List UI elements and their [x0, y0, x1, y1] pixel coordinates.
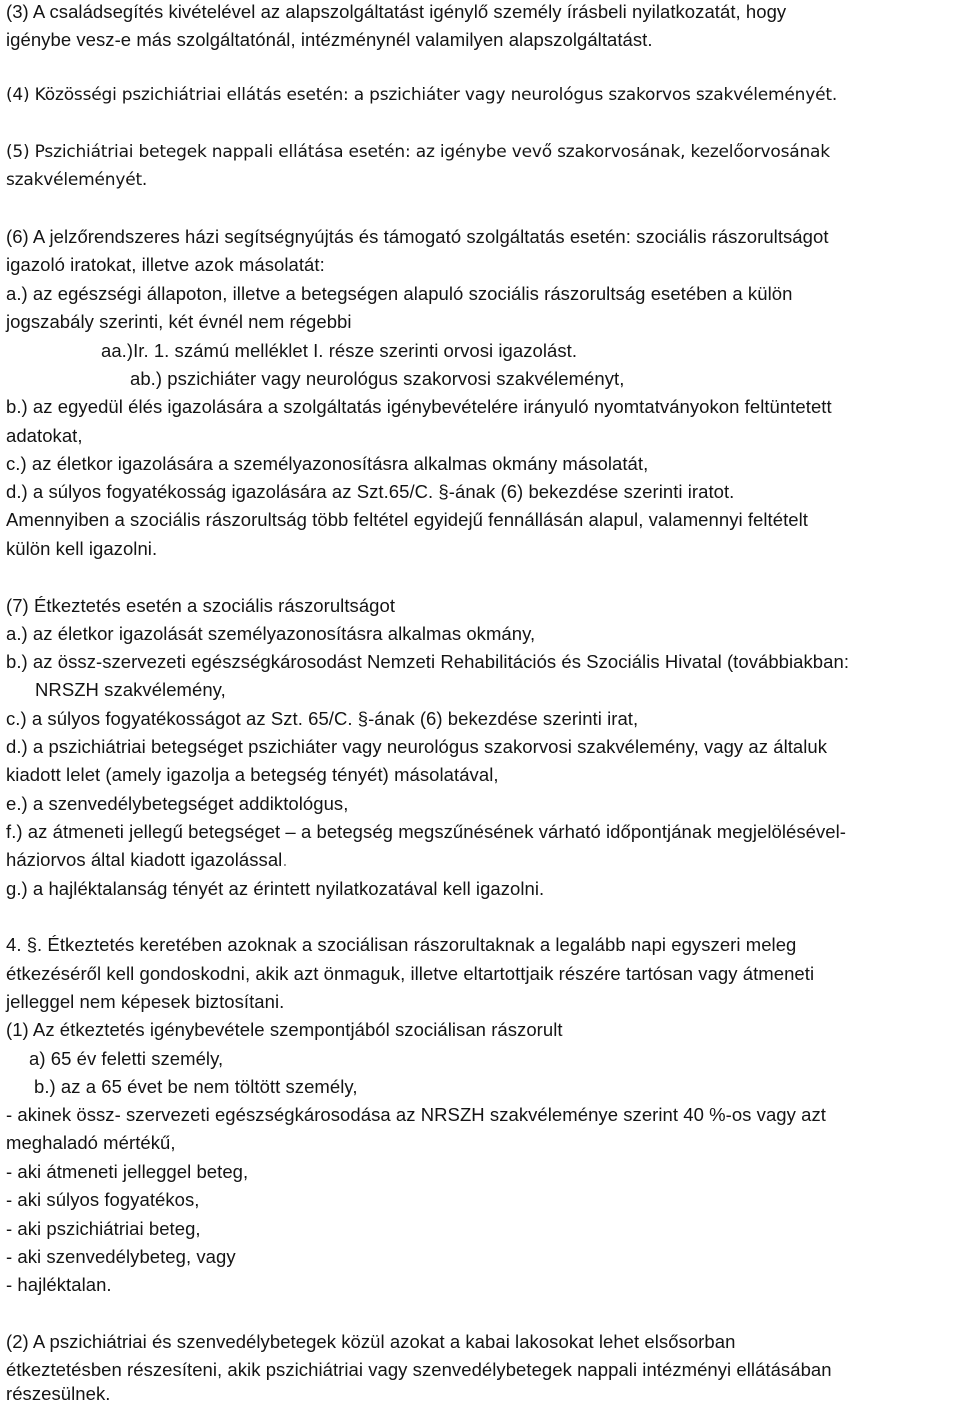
section-6-intro-line-2: igazoló iratokat, illetve azok másolatát: — [6, 254, 325, 275]
paragraph-4-dash-1-line-2: meghaladó mértékű, — [6, 1132, 176, 1153]
section-7-item-b-line-2: NRSZH szakvélemény, — [35, 679, 226, 700]
section-6-item-a-line-1: a.) az egészségi állapoton, illetve a betegségen alapuló szociális rászorultság esetében a külön — [6, 283, 793, 304]
paragraph-4-dash-5: - aki szenvedélybeteg, vagy — [6, 1246, 236, 1267]
section-3-line-1: (3) A családsegítés kivételével az alapszolgáltatást igénylő személy írásbeli nyilatkozatát, hogy — [6, 1, 787, 22]
section-6-item-b-line-2: adatokat, — [6, 425, 83, 446]
section-5-line-1: (5) Pszichiátriai betegek nappali ellátása esetén: az igénybe vevő szakorvosának, kezelőorvosának — [6, 142, 830, 162]
paragraph-4-line-3: jelleggel nem képesek biztosítani. — [6, 991, 285, 1012]
paragraph-4-subsection-2-line-2: étkeztetésben részesíteni, akik pszichiátriai vagy szenvedélybetegek nappali intézményi ellátásában — [6, 1359, 832, 1380]
section-6-note-line-2: külön kell igazolni. — [6, 538, 158, 559]
section-3-line-2: igénybe vesz-e más szolgáltatónál, intézménynél valamilyen alapszolgáltatást. — [6, 29, 653, 50]
section-7-item-d-line-2: kiadott lelet (amely igazolja a betegség tényét) másolatával, — [6, 764, 499, 785]
section-7-item-f-line-2-text: háziorvos által kiadott igazolással — [6, 849, 283, 870]
paragraph-4-item-a: a) 65 év feletti személy, — [29, 1048, 224, 1069]
paragraph-4-line-1: 4. §. Étkeztetés keretében azoknak a szociálisan rászorultaknak a legalább napi egyszeri meleg — [6, 934, 797, 955]
section-6-item-b-line-1: b.) az egyedül élés igazolására a szolgáltatás igénybevételére irányuló nyomtatványokon feltüntetett — [6, 396, 832, 417]
section-4-line-1: (4) Közösségi pszichiátriai ellátás esetén: a pszichiáter vagy neurológus szakorvos szakvéleményét. — [6, 85, 838, 105]
section-6-item-d: d.) a súlyos fogyatékosság igazolására az Szt.65/C. §-ának (6) bekezdése szerinti iratot. — [6, 481, 735, 502]
section-6-intro-line-1: (6) A jelzőrendszeres házi segítségnyújtás és támogató szolgáltatás esetén: szociális rászorultságot — [6, 226, 829, 247]
paragraph-4-dash-2: - aki átmeneti jelleggel beteg, — [6, 1161, 249, 1182]
paragraph-4-dash-1-line-1: - akinek össz- szervezeti egészségkárosodása az NRSZH szakvéleménye szerint 40 %-os vagy azt — [6, 1104, 826, 1125]
paragraph-4-dash-3: - aki súlyos fogyatékos, — [6, 1189, 200, 1210]
section-7-item-a: a.) az életkor igazolását személyazonosításra alkalmas okmány, — [6, 623, 536, 644]
paragraph-4-line-2: étkezéséről kell gondoskodni, akik azt önmaguk, illetve eltartottjaik részére tartósan vagy átmeneti — [6, 963, 815, 984]
paragraph-4-subsection-2-line-3: részesülnek. — [6, 1383, 111, 1404]
section-7-intro: (7) Étkeztetés esetén a szociális rászorultságot — [6, 595, 396, 616]
paragraph-4-dash-6: - hajléktalan. — [6, 1274, 112, 1295]
section-6-item-a-line-2: jogszabály szerinti, két évnél nem régebbi — [6, 311, 352, 332]
section-7-item-b-line-1: b.) az össz-szervezeti egészségkárosodást Nemzeti Rehabilitációs és Szociális Hivatal (továbbiakban: — [6, 651, 850, 672]
section-6-note-line-1: Amennyiben a szociális rászorultság több feltétel egyidejű fennállásán alapul, valamennyi feltételt — [6, 509, 808, 530]
section-7-item-g: g.) a hajléktalanság tényét az érintett nyilatkozatával kell igazolni. — [6, 878, 545, 899]
paragraph-4-dash-4: - aki pszichiátriai beteg, — [6, 1218, 201, 1239]
paragraph-4-subsection-1: (1) Az étkeztetés igénybevétele szempontjából szociálisan rászorult — [6, 1019, 563, 1040]
section-7-item-e: e.) a szenvedélybetegséget addiktológus, — [6, 793, 349, 814]
section-6-item-aa: aa.)Ir. 1. számú melléklet I. része szerinti orvosi igazolást. — [101, 340, 578, 361]
section-7-item-f-line-2-period: . — [282, 849, 288, 870]
section-7-item-d-line-1: d.) a pszichiátriai betegséget pszichiáter vagy neurológus szakorvosi szakvélemény, vagy az általuk — [6, 736, 828, 757]
section-7-item-f-line-1: f.) az átmeneti jellegű betegséget – a betegség megszűnésének várható időpontjának megjelölésével- — [6, 821, 846, 842]
section-6-item-c: c.) az életkor igazolására a személyazonosításra alkalmas okmány másolatát, — [6, 453, 649, 474]
section-6-item-ab: ab.) pszichiáter vagy neurológus szakorvosi szakvéleményt, — [130, 368, 625, 389]
paragraph-4-item-b: b.) az a 65 évet be nem töltött személy, — [34, 1076, 358, 1097]
section-7-item-c: c.) a súlyos fogyatékosságot az Szt. 65/C. §-ának (6) bekezdése szerinti irat, — [6, 708, 639, 729]
paragraph-4-subsection-2-line-1: (2) A pszichiátriai és szenvedélybetegek közül azokat a kabai lakosokat lehet elsősorban — [6, 1331, 736, 1352]
section-7-item-f-line-2 — [6, 848, 288, 872]
section-5-line-2: szakvéleményét. — [6, 170, 148, 190]
